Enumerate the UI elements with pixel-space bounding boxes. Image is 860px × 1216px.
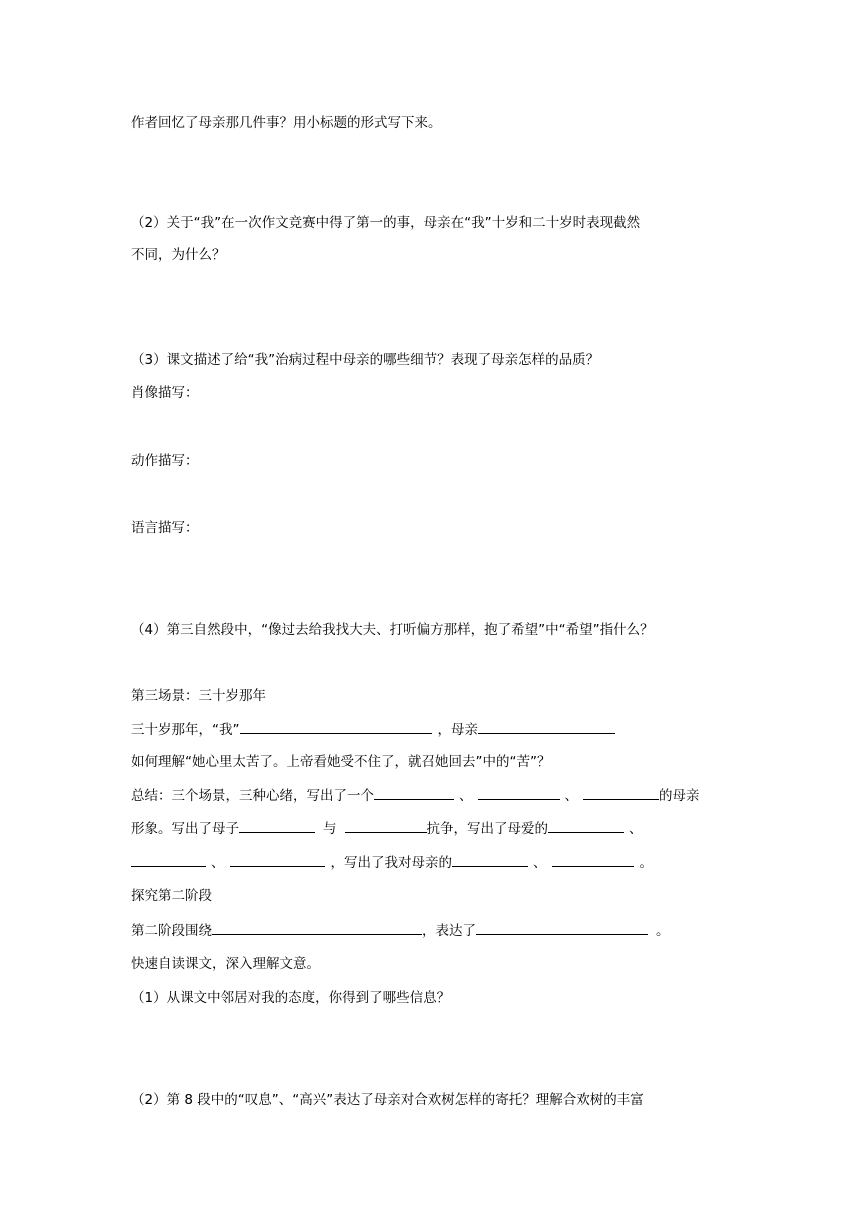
thirty-years-line	[131, 719, 615, 739]
answer-blank[interactable]	[552, 852, 634, 867]
summary-text-mother: 的母亲	[659, 788, 700, 804]
period: 。	[656, 923, 670, 939]
and-text: 与	[323, 821, 337, 837]
answer-blank[interactable]	[478, 785, 560, 800]
struggle-text: 抗争，写出了母爱的	[426, 821, 548, 837]
period: 。	[639, 855, 653, 871]
stage-2-heading: 探究第二阶段	[131, 888, 212, 904]
answer-blank[interactable]	[374, 785, 454, 800]
separator: 、	[459, 788, 473, 804]
fast-reading-instruction: 快速自读课文，深入理解文意。	[131, 956, 320, 972]
answer-blank[interactable]	[212, 920, 422, 935]
summary-line-2	[131, 818, 643, 838]
separator: 、	[533, 855, 547, 871]
part-1-question: （1）从课文中邻居对我的态度，你得到了哪些信息？	[131, 990, 451, 1006]
understand-bitter-question: 如何理解“她心里太苦了。上帝看她受不住了，就召她回去”中的“苦”？	[131, 754, 551, 770]
scene-3-heading: 第三场景：三十岁那年	[131, 688, 266, 704]
separator: 、	[629, 821, 643, 837]
answer-blank[interactable]	[476, 920, 648, 935]
answer-blank[interactable]	[548, 818, 624, 833]
express-text: ，表达了	[422, 923, 476, 939]
answer-blank[interactable]	[239, 818, 315, 833]
portrait-description-label: 肖像描写：	[131, 385, 199, 401]
answer-blank[interactable]	[131, 852, 206, 867]
mother-text: ，母亲	[437, 722, 478, 738]
answer-blank[interactable]	[452, 852, 528, 867]
answer-blank[interactable]	[345, 818, 427, 833]
question-3: （3）课文描述了给“我”治病过程中母亲的哪些细节？表现了母亲怎样的品质？	[131, 352, 600, 368]
answer-blank[interactable]	[478, 719, 615, 734]
action-description-label: 动作描写：	[131, 453, 199, 469]
part-2-question: （2）第 8 段中的“叹息”、“高兴”表达了母亲对合欢树怎样的寄托？理解合欢树的丰富	[131, 1092, 644, 1108]
thirty-years-text: 三十岁那年，“我”	[131, 722, 240, 738]
stage-2-around-line	[131, 920, 670, 940]
around-text: 第二阶段围绕	[131, 923, 212, 939]
question-2-continued: 不同，为什么？	[131, 247, 226, 263]
separator: 、	[564, 788, 578, 804]
answer-blank[interactable]	[583, 785, 659, 800]
summary-line-3	[131, 852, 653, 872]
question-4: （4）第三自然段中，“像过去给我找大夫、打听偏方那样，抱了希望”中“希望”指什么？	[131, 622, 654, 638]
separator: 、	[211, 855, 225, 871]
summary-text-feelings: ，写出了我对母亲的	[330, 855, 452, 871]
answer-blank[interactable]	[230, 852, 325, 867]
summary-text: 总结：三个场景，三种心绪，写出了一个	[131, 788, 374, 804]
speech-description-label: 语言描写：	[131, 520, 199, 536]
answer-blank[interactable]	[240, 719, 432, 734]
question-events: 作者回忆了母亲那几件事？用小标题的形式写下来。	[131, 115, 442, 131]
summary-line-1	[131, 785, 700, 805]
question-2: （2）关于“我”在一次作文竞赛中得了第一的事，母亲在“我”十岁和二十岁时表现截然	[131, 215, 641, 231]
image-text: 形象。写出了母子	[131, 821, 239, 837]
